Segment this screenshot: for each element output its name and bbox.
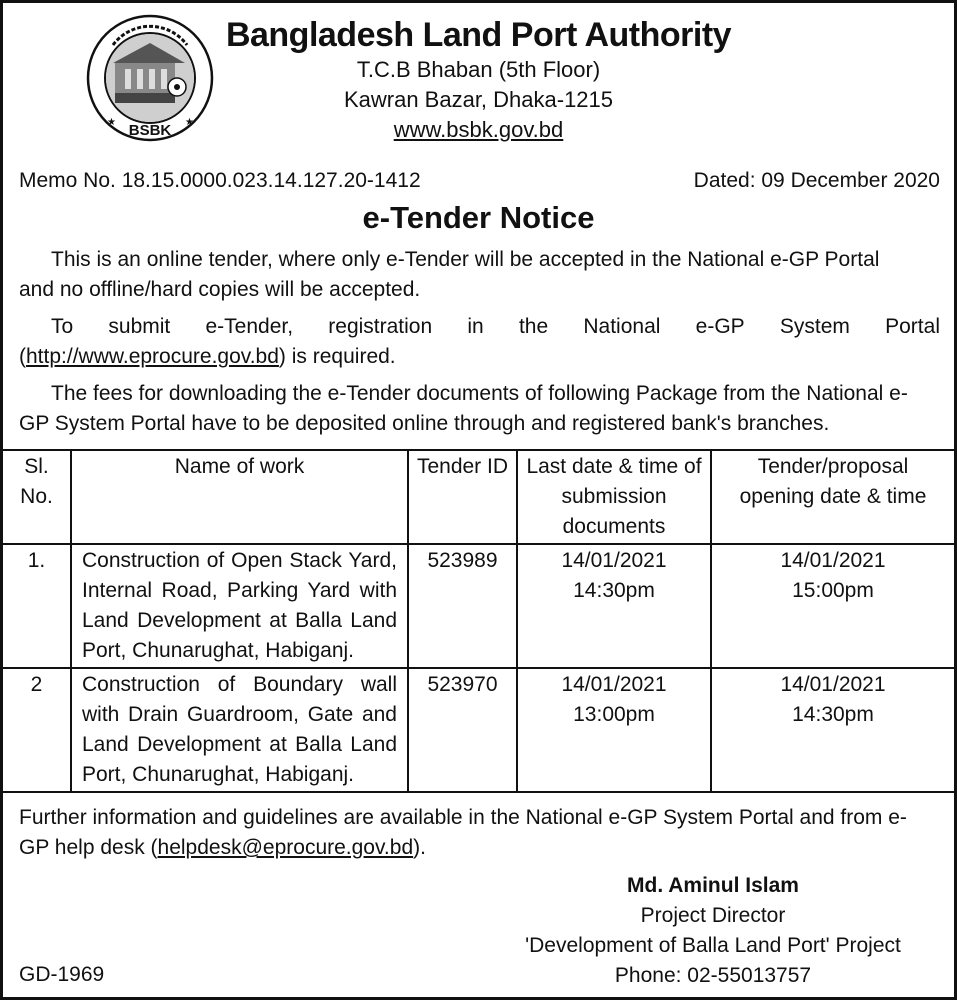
paragraph-3-line-2: GP System Portal have to be deposited online through and registered bank's branches. <box>19 412 830 435</box>
row-name: Construction of Boundary wall with Drain Guardroom, Gate and Land Development at Balla Land Port, Chunarughat, Habiganj. <box>71 668 408 792</box>
address-line-1: T.C.B Bhaban (5th Floor) <box>356 57 601 82</box>
signature-block <box>503 871 923 991</box>
paragraph-2 <box>19 312 940 372</box>
footer-paragraph: Further information and guidelines are available in the National e-GP System Portal and from e- GP help desk (helpdesk@eprocure.gov.bd). <box>19 806 907 859</box>
paragraph-1-line-1: This is an online tender, where only e-Tender will be accepted in the National e-GP Portal <box>51 248 880 271</box>
paragraph-2-line-1: To submit e-Tender, registration in the National e-GP System Portal <box>51 315 940 338</box>
header-text <box>3 15 954 145</box>
paragraph-3 <box>19 379 940 439</box>
paragraph-1-line-2: and no offline/hard copies will be accepted. <box>19 278 421 301</box>
row-sl: 2 <box>3 668 71 792</box>
table-row <box>3 668 954 792</box>
paragraph-1 <box>19 245 940 305</box>
signatory-designation: Project Director <box>640 904 786 927</box>
address-line-2: Kawran Bazar, Dhaka-1215 <box>343 87 614 112</box>
organization-name: Bangladesh Land Port Authority <box>225 16 732 54</box>
eprocure-link[interactable]: http://www.eprocure.gov.bd <box>26 345 279 368</box>
header-opening-date: Tender/proposal opening date & time <box>711 450 954 544</box>
website-link[interactable]: www.bsbk.gov.bd <box>393 117 564 142</box>
table-header-row <box>3 450 954 544</box>
row-opening-date: 14/01/2021 14:30pm <box>711 668 954 792</box>
header-sl: Sl. No. <box>3 450 71 544</box>
signatory-project: 'Development of Balla Land Port' Project <box>525 934 901 957</box>
row-last-date: 14/01/2021 14:30pm <box>517 544 711 668</box>
row-opening-date: 14/01/2021 15:00pm <box>711 544 954 668</box>
row-last-date: 14/01/2021 13:00pm <box>517 668 711 792</box>
signatory-name: Md. Aminul Islam <box>627 874 799 897</box>
works-table <box>3 449 954 793</box>
gd-number: GD-1969 <box>19 963 105 986</box>
memo-row <box>19 169 940 193</box>
row-sl: 1. <box>3 544 71 668</box>
svg-text:★: ★ <box>185 117 194 128</box>
table-row <box>3 544 954 668</box>
header <box>3 3 954 163</box>
signatory-phone: Phone: 02-55013757 <box>614 964 812 987</box>
memo-number: Memo No. 18.15.0000.023.14.127.20-1412 <box>19 169 421 192</box>
header-tender-id: Tender ID <box>408 450 517 544</box>
notice-title: e-Tender Notice <box>362 200 595 235</box>
header-name: Name of work <box>71 450 408 544</box>
notice-date: Dated: 09 December 2020 <box>693 169 940 192</box>
helpdesk-email-link[interactable]: helpdesk@eprocure.gov.bd <box>157 836 414 859</box>
row-tender-id: 523970 <box>408 668 517 792</box>
logo-text: BSBK <box>128 122 172 139</box>
row-tender-id: 523989 <box>408 544 517 668</box>
paragraph-3-line-1: The fees for downloading the e-Tender documents of following Package from the National e- <box>51 382 908 405</box>
header-last-date: Last date & time of submission documents <box>517 450 711 544</box>
row-name: Construction of Open Stack Yard, Internal Road, Parking Yard with Land Development at Balla Land Port, Chunarughat, Habiganj. <box>71 544 408 668</box>
paragraph-2-line-2: (http://www.eprocure.gov.bd) is required. <box>19 345 396 368</box>
svg-text:★: ★ <box>107 117 116 128</box>
